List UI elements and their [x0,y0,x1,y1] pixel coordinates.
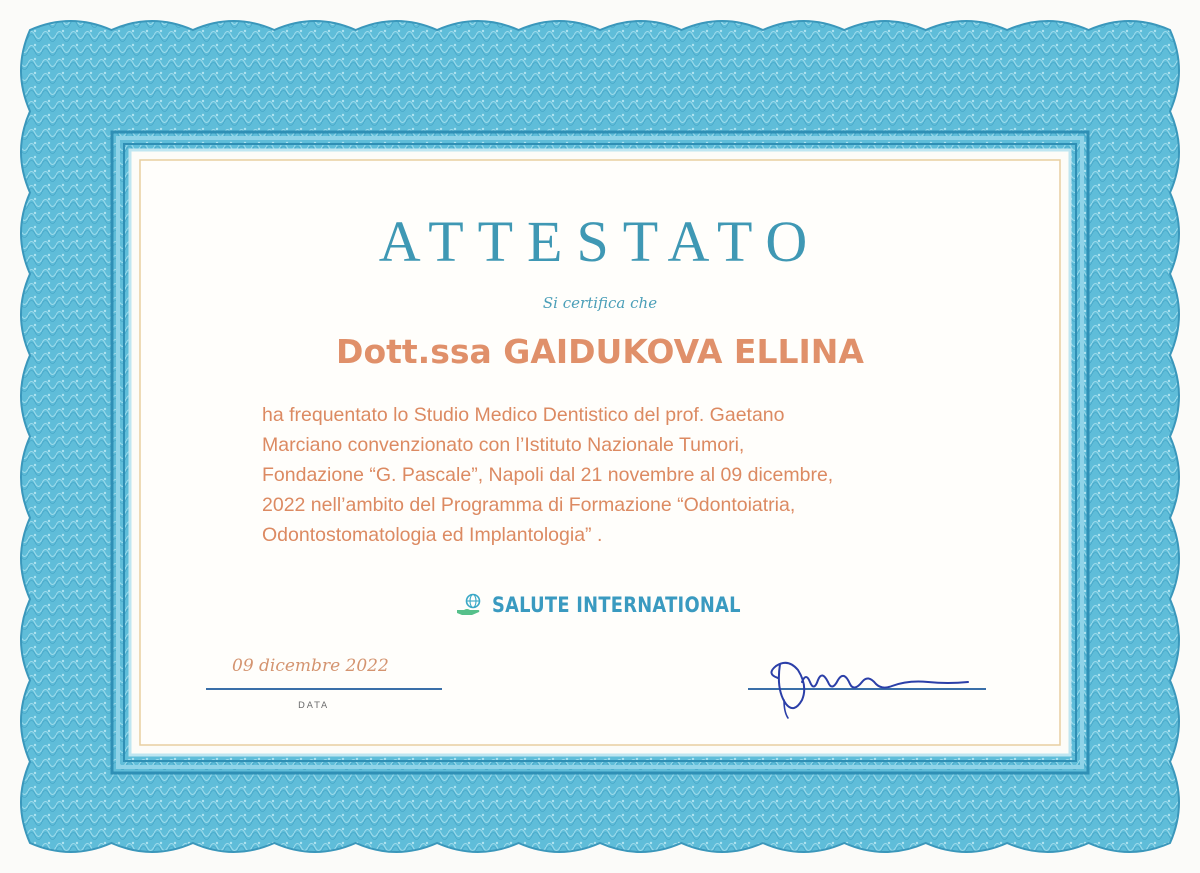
certificate-content [140,160,1060,745]
certificate-subtitle: Si certifica che [542,294,658,312]
date-line [206,688,442,690]
organization-logo [456,590,785,620]
hand-globe-icon [456,593,484,617]
date-label: DATA [298,701,330,711]
body-line: 2022 nell’ambito del Programma di Formazione “Odontoiatria, [262,494,796,516]
organization-name: SALUTE INTERNATIONAL [492,593,741,617]
certificate-title: ATTESTATO [378,209,822,274]
body-line: Fondazione “G. Pascale”, Napoli dal 21 novembre al 09 dicembre, [262,464,834,486]
recipient-name: Dott.ssa GAIDUKOVA ELLINA [336,332,864,371]
body-line: Marciano convenzionato con l’Istituto Nazionale Tumori, [262,434,745,456]
body-line: ha frequentato lo Studio Medico Dentistico del prof. Gaetano [262,404,785,426]
certificate-body [262,400,938,550]
handwritten-signature [758,642,988,722]
date-value: 09 dicembre 2022 [232,656,389,676]
body-line: Odontostomatologia ed Implantologia” . [262,524,603,546]
